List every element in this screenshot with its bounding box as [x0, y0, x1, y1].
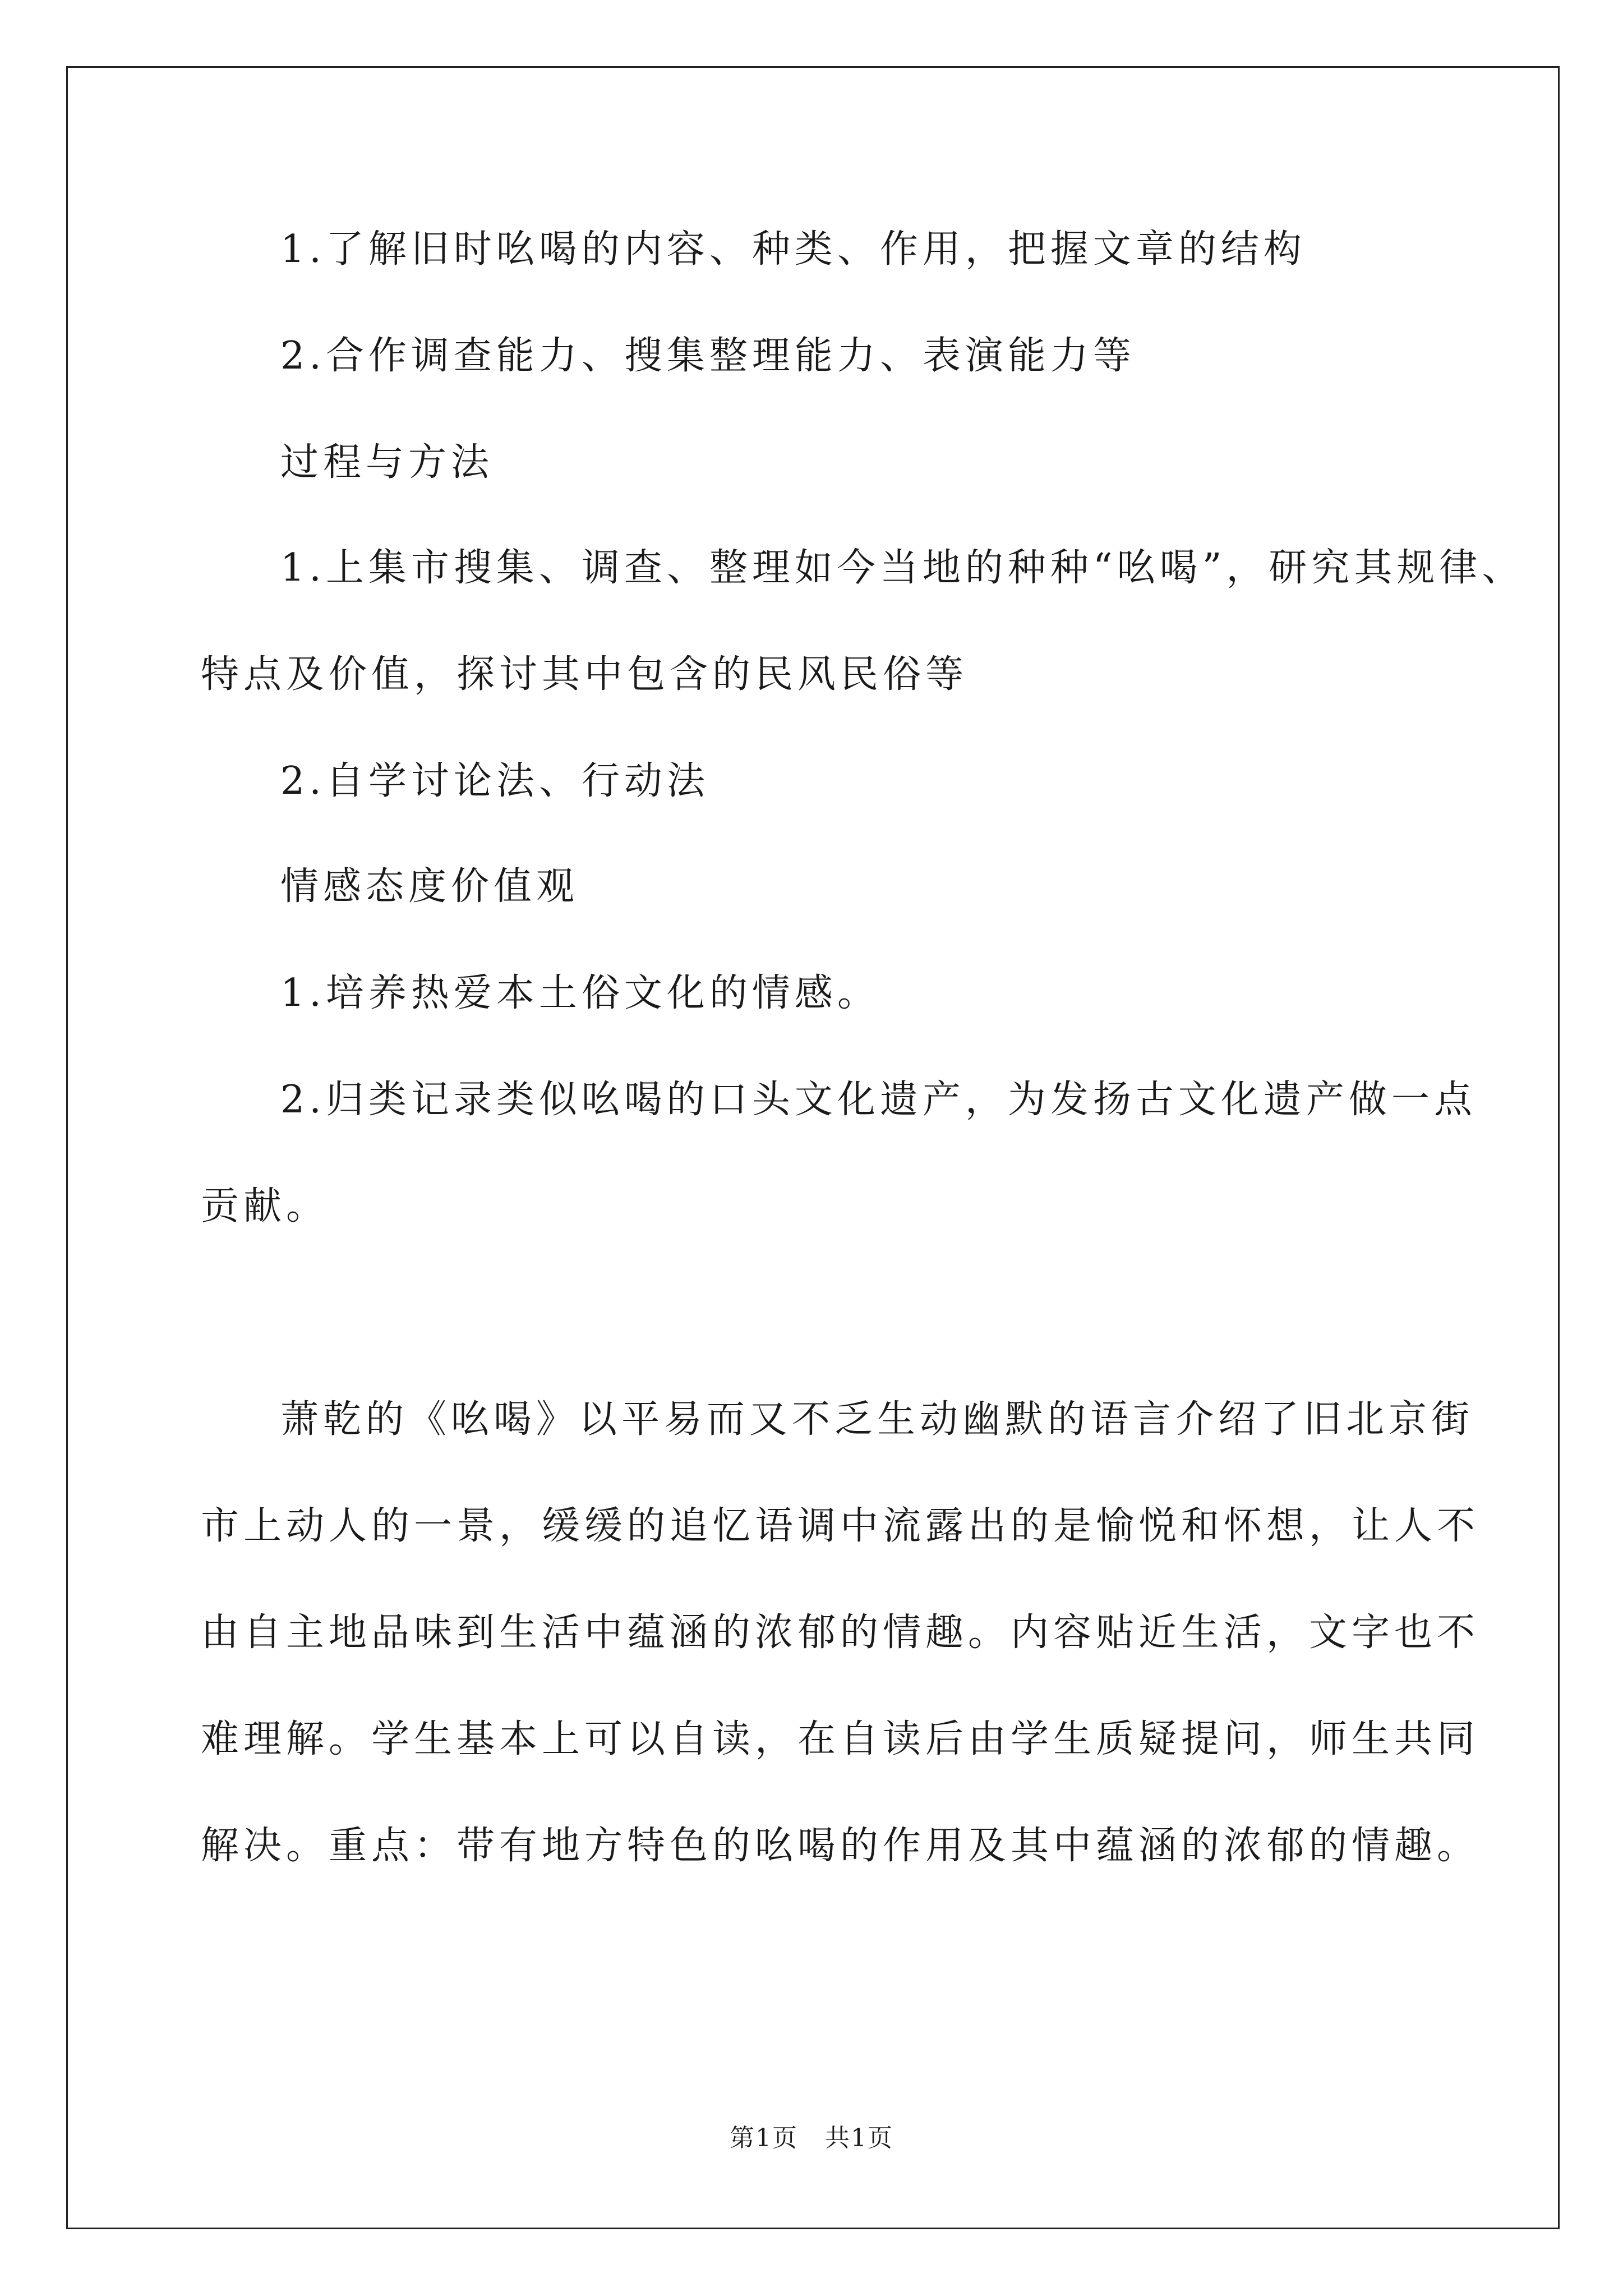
paragraph-line: 特点及价值，探讨其中包含的民风民俗等	[201, 652, 969, 697]
page-footer: 第1页 共1页	[730, 2124, 893, 2152]
paragraph-line: 萧乾的《吆喝》以平易而又不乏生动幽默的语言介绍了旧北京街	[280, 1397, 1474, 1442]
page-border	[66, 66, 1560, 2229]
paragraph-line: 2.自学讨论法、行动法	[280, 759, 709, 803]
section-heading: 过程与方法	[280, 440, 494, 485]
paragraph-line: 1.上集市搜集、调查、整理如今当地的种种“吆喝”，研究其规律、	[280, 546, 1525, 590]
paragraph-line: 贡献。	[201, 1184, 329, 1228]
paragraph-line: 解决。重点：带有地方特色的吆喝的作用及其中蕴涵的浓郁的情趣。	[201, 1824, 1480, 1868]
paragraph-line: 市上动人的一景，缓缓的追忆语调中流露出的是愉悦和怀想，让人不	[201, 1504, 1480, 1548]
paragraph-line: 由自主地品味到生活中蕴涵的浓郁的情趣。内容贴近生活，文字也不	[201, 1611, 1480, 1655]
section-heading: 情感态度价值观	[280, 864, 579, 909]
paragraph-line: 1.培养热爱本土俗文化的情感。	[280, 971, 880, 1015]
paragraph-line: 2.合作调查能力、搜集整理能力、表演能力等	[280, 334, 1136, 378]
paragraph-line: 1.了解旧时吆喝的内容、种类、作用，把握文章的结构	[280, 227, 1306, 272]
paragraph-line: 2.归类记录类似吆喝的口头文化遗产，为发扬古文化遗产做一点	[280, 1078, 1477, 1122]
paragraph-line: 难理解。学生基本上可以自读，在自读后由学生质疑提问，师生共同	[201, 1717, 1480, 1761]
